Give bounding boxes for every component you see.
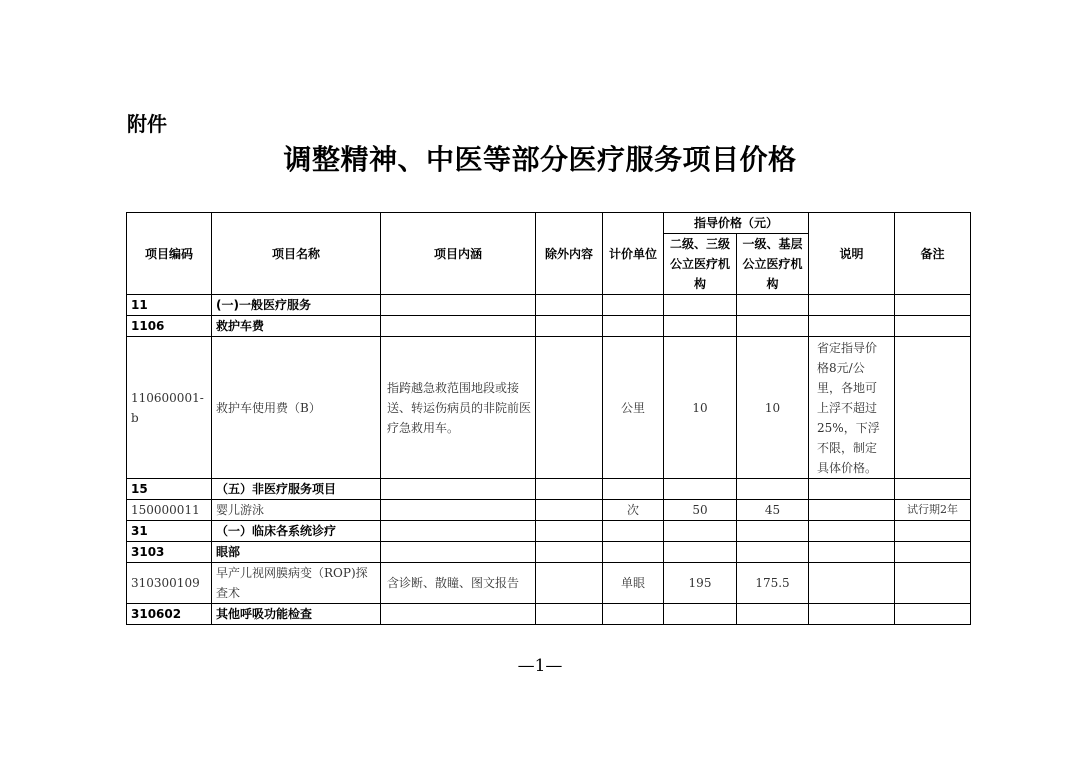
table-row bbox=[127, 604, 971, 625]
cell-price-23: 195 bbox=[664, 563, 737, 604]
header-unit: 计价单位 bbox=[603, 213, 664, 295]
cell-name: 其他呼吸功能检查 bbox=[212, 604, 381, 625]
cell-price-1: 10 bbox=[737, 337, 809, 479]
header-exclusion: 除外内容 bbox=[536, 213, 603, 295]
header-content: 项目内涵 bbox=[381, 213, 536, 295]
header-code: 项目编码 bbox=[127, 213, 212, 295]
cell-price-1: 45 bbox=[737, 500, 809, 521]
table-row bbox=[127, 479, 971, 500]
table-row bbox=[127, 295, 971, 316]
header-level23: 二级、三级公立医疗机构 bbox=[664, 234, 737, 295]
attachment-label: 附件 bbox=[127, 112, 167, 136]
header-guide-price: 指导价格（元） bbox=[664, 213, 809, 234]
cell-content: 含诊断、散瞳、图文报告 bbox=[381, 563, 536, 604]
table-row bbox=[127, 500, 971, 521]
cell-unit: 公里 bbox=[603, 337, 664, 479]
table-row bbox=[127, 521, 971, 542]
cell-code: 11 bbox=[127, 295, 212, 316]
table-row bbox=[127, 316, 971, 337]
cell-code: 310602 bbox=[127, 604, 212, 625]
document-title: 调整精神、中医等部分医疗服务项目价格 bbox=[283, 143, 797, 176]
cell-name: （五）非医疗服务项目 bbox=[212, 479, 381, 500]
cell-name: 救护车费 bbox=[212, 316, 381, 337]
header-name: 项目名称 bbox=[212, 213, 381, 295]
cell-code: 31 bbox=[127, 521, 212, 542]
cell-name: 早产儿视网膜病变（ROP)探查术 bbox=[212, 563, 381, 604]
cell-explanation: 省定指导价格8元/公里，各地可上浮不超过25%，下浮不限，制定具体价格。 bbox=[809, 337, 895, 479]
cell-code: 15 bbox=[127, 479, 212, 500]
cell-unit: 次 bbox=[603, 500, 664, 521]
table-row bbox=[127, 542, 971, 563]
cell-code: 110600001-b bbox=[127, 337, 212, 479]
header-remarks: 备注 bbox=[895, 213, 971, 295]
cell-code: 310300109 bbox=[127, 563, 212, 604]
table-row bbox=[127, 563, 971, 604]
cell-name: （一）临床各系统诊疗 bbox=[212, 521, 381, 542]
cell-unit: 单眼 bbox=[603, 563, 664, 604]
price-table bbox=[126, 212, 971, 625]
cell-content: 指跨越急救范围地段或接送、转运伤病员的非院前医疗急救用车。 bbox=[381, 337, 536, 479]
cell-remarks: 试行期2年 bbox=[895, 500, 971, 521]
cell-name: 婴儿游泳 bbox=[212, 500, 381, 521]
header-level1: 一级、基层公立医疗机构 bbox=[737, 234, 809, 295]
cell-code: 1106 bbox=[127, 316, 212, 337]
table-row bbox=[127, 337, 971, 479]
header-explanation: 说明 bbox=[809, 213, 895, 295]
cell-name: 眼部 bbox=[212, 542, 381, 563]
cell-code: 150000011 bbox=[127, 500, 212, 521]
cell-code: 3103 bbox=[127, 542, 212, 563]
cell-name: (一)一般医疗服务 bbox=[212, 295, 381, 316]
cell-price-23: 10 bbox=[664, 337, 737, 479]
cell-name: 救护车使用费（B） bbox=[212, 337, 381, 479]
page-number: —1— bbox=[517, 656, 563, 676]
cell-price-23: 50 bbox=[664, 500, 737, 521]
cell-price-1: 175.5 bbox=[737, 563, 809, 604]
